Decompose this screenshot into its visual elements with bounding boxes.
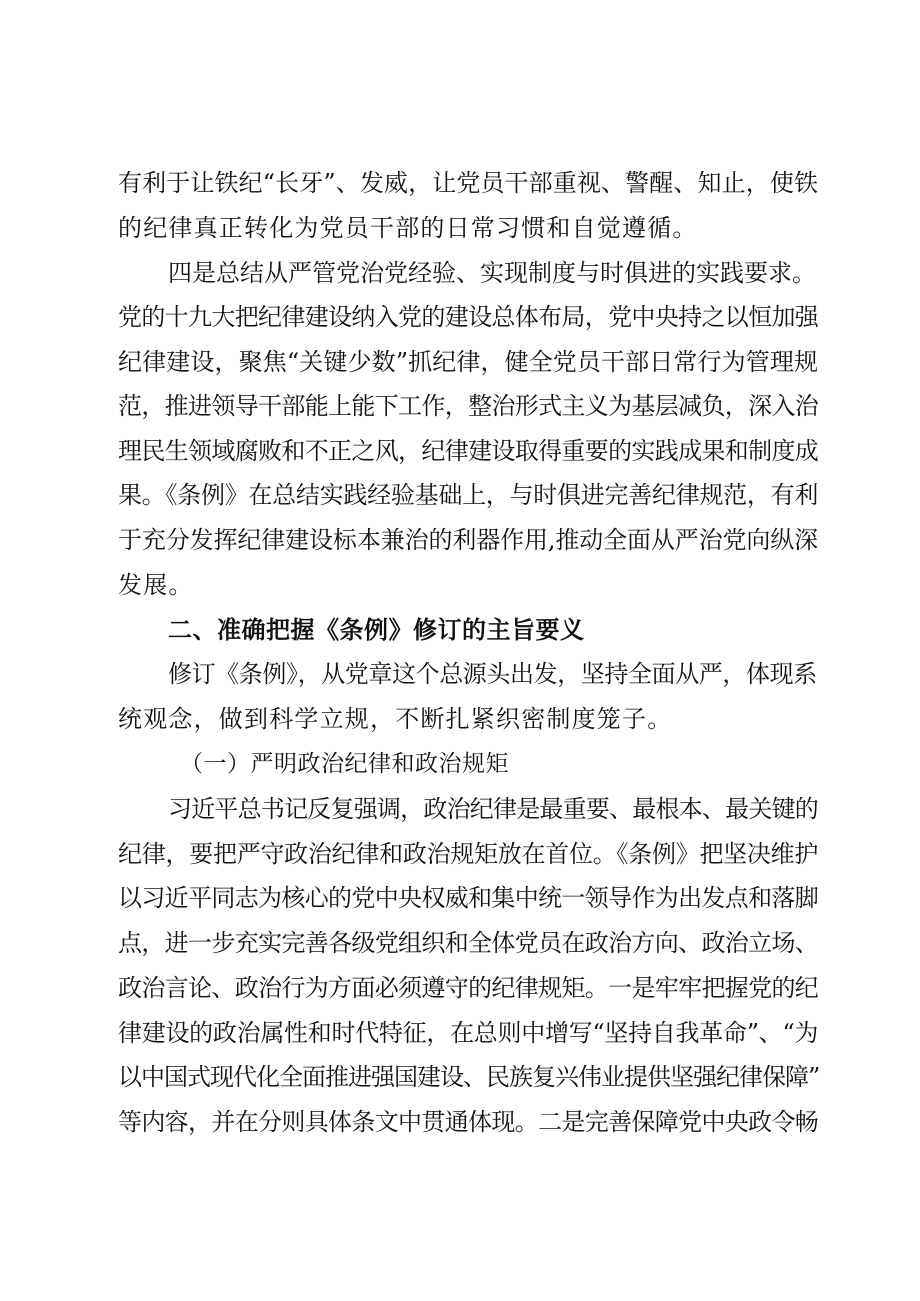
- paragraph-line: 等内容，并在分则具体条文中贯通体现。二是完善保障党中央政令畅: [118, 1108, 818, 1136]
- paragraph-line: 党的十九大把纪律建设纳入党的建设总体布局，党中央持之以恒加强: [118, 303, 818, 331]
- paragraph-line: 于充分发挥纪律建设标本兼治的利器作用,推动全面从严治党向纵深: [118, 526, 818, 554]
- paragraph-first-line: 四是总结从严管党治党经验、实现制度与时俱进的实践要求。: [168, 259, 816, 287]
- paragraph-line: 统观念，做到科学立规，不断扎紧织密制度笼子。: [118, 705, 673, 733]
- subsection-heading: （一）严明政治纪律和政治规矩: [180, 751, 509, 777]
- paragraph-line: 发展。: [118, 571, 194, 599]
- paragraph-line: 以中国式现代化全面推进强国建设、民族复兴伟业提供坚强纪律保障”: [118, 1063, 820, 1091]
- paragraph-line: 范，推进领导干部能上能下工作，整治形式主义为基层减负，深入治: [118, 392, 818, 420]
- paragraph-line: 纪律，要把严守政治纪律和政治规矩放在首位。《条例》把坚决维护: [118, 840, 818, 868]
- paragraph-line: 以习近平同志为核心的党中央权威和集中统一领导作为出发点和落脚: [118, 884, 818, 912]
- paragraph-line: 纪律建设，聚焦“关键少数”抓纪律，健全党员干部日常行为管理规: [118, 348, 818, 376]
- paragraph-line: 律建设的政治属性和时代特征，在总则中增写“坚持自我革命”、“为: [118, 1019, 818, 1047]
- paragraph-line: 果。《条例》在总结实践经验基础上，与时俱进完善纪律规范，有利: [118, 481, 818, 509]
- paragraph-line: 理民生领域腐败和不正之风，纪律建设取得重要的实践成果和制度成: [118, 437, 818, 465]
- paragraph-line: 的纪律真正转化为党员干部的日常习惯和自觉遵循。: [118, 214, 698, 242]
- paragraph-line: 点，进一步充实完善各级党组织和全体党员在政治方向、政治立场、: [118, 929, 818, 957]
- paragraph-first-line: 习近平总书记反复强调，政治纪律是最重要、最根本、最关键的: [168, 795, 818, 823]
- paragraph-first-line: 修订《条例》，从党章这个总源头出发，坚持全面从严，体现系: [168, 660, 817, 688]
- section-heading: 二、准确把握《条例》修订的主旨要义: [168, 616, 585, 644]
- paragraph-line: 有利于让铁纪“长牙”、发威，让党员干部重视、警醒、知止，使铁: [118, 169, 818, 197]
- paragraph-line: 政治言论、政治行为方面必须遵守的纪律规矩。一是牢牢把握党的纪: [118, 974, 818, 1002]
